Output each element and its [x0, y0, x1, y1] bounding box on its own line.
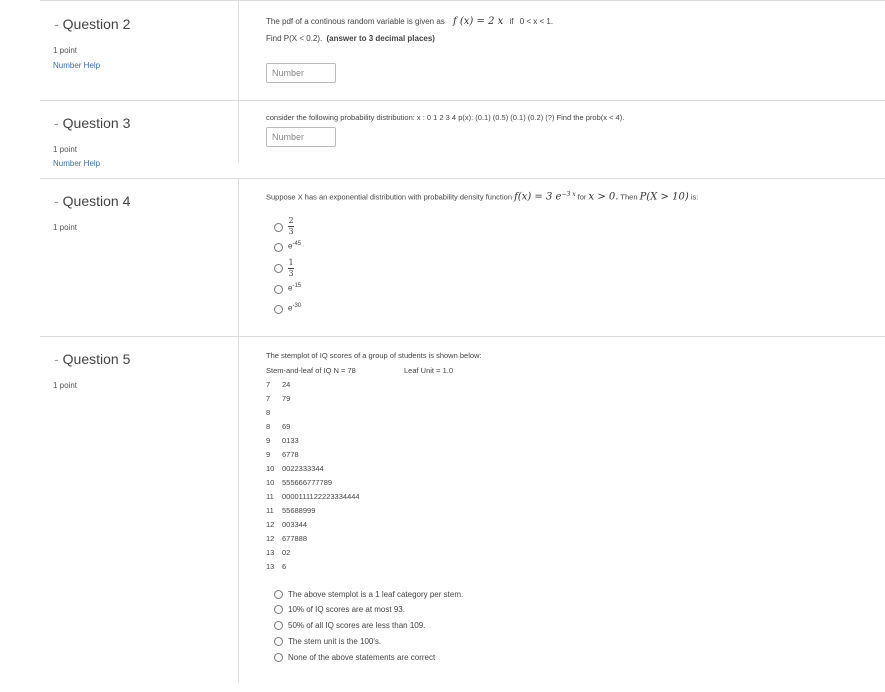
question-text: consider the following probability distribution: x : 0 1 2 3 4 p(x): (0.1) (0.5) (0.1) (0.2) (?) Find the prob(x < 4). — [266, 113, 625, 122]
option-radio[interactable] — [274, 243, 283, 252]
stemplot-row: 8 69 — [266, 422, 291, 431]
divider — [40, 336, 885, 337]
option-radio[interactable] — [274, 653, 283, 662]
question-title: - Question 5 — [54, 351, 131, 367]
option-radio[interactable] — [274, 605, 283, 614]
option-exponential: $e^{-15}$ — [288, 283, 302, 293]
stemplot-row: 8 — [266, 408, 271, 417]
option-label: None of the above statements are correct — [288, 653, 436, 662]
stemplot-row: 12 677888 — [266, 534, 308, 543]
option-exponential: $e^{-30}$ — [288, 303, 302, 313]
option-radio[interactable] — [274, 305, 283, 314]
question-text: Suppose X has an exponential distribution with probability density function f(x) = 3 $e^{-3 x}$ for x > 0. Then P(X > 10) is: — [266, 191, 699, 203]
answer-input[interactable] — [266, 127, 336, 147]
option-label: 50% of all IQ scores are less than 109. — [288, 621, 426, 630]
question-subtext: Find P(X < 0.2). (answer to 3 decimal places) — [266, 34, 435, 43]
column-divider — [238, 0, 239, 100]
stemplot-row: 9 6778 — [266, 450, 299, 459]
option-label: 10% of IQ scores are at most 93. — [288, 605, 405, 614]
stemplot-row: 11 0000111122223334444 — [266, 492, 360, 501]
stemplot-row: 12 003344 — [266, 520, 308, 529]
question-points: 1 point — [53, 145, 78, 154]
number-help-link[interactable]: Number Help — [53, 159, 101, 168]
stemplot-row: 9 0133 — [266, 436, 299, 445]
column-divider — [238, 336, 239, 682]
option-radio[interactable] — [274, 637, 283, 646]
question-points: 1 point — [53, 46, 78, 55]
question-title: - Question 2 — [54, 16, 131, 32]
option-radio[interactable] — [274, 590, 283, 599]
stemplot-row: 13 02 — [266, 548, 291, 557]
stemplot-row: 13 6 — [266, 562, 287, 571]
divider — [40, 178, 885, 179]
option-fraction: $\frac{2}{3}$ — [288, 216, 294, 236]
question-points: 1 point — [53, 223, 78, 232]
option-label: The above stemplot is a 1 leaf category per stem. — [288, 590, 464, 599]
question-title: - Question 3 — [54, 115, 131, 131]
question-text: The pdf of a continous random variable is given as f (x) = 2 x if 0 < x < 1. — [266, 16, 554, 27]
divider — [40, 0, 885, 1]
answer-input[interactable] — [266, 63, 336, 83]
number-help-link[interactable]: Number Help — [53, 61, 101, 70]
stemplot-row: 10 0022333344 — [266, 464, 324, 473]
option-label: The stem unit is the 100's. — [288, 637, 382, 646]
option-radio[interactable] — [274, 285, 283, 294]
stemplot-header: Stem-and-leaf of IQ N = 78 Leaf Unit = 1.0 — [266, 366, 453, 375]
stemplot-row: 7 79 — [266, 394, 291, 403]
stemplot-row: 10 555666777789 — [266, 478, 333, 487]
column-divider — [238, 178, 239, 336]
option-exponential: $e^{-45}$ — [288, 241, 302, 251]
column-divider — [238, 100, 239, 162]
option-radio[interactable] — [274, 223, 283, 232]
stemplot-row: 7 24 — [266, 380, 291, 389]
question-text: The stemplot of IQ scores of a group of students is shown below: — [266, 351, 482, 360]
option-radio[interactable] — [274, 264, 283, 273]
option-fraction: $\frac{1}{3}$ — [288, 258, 294, 278]
stemplot-row: 11 55688999 — [266, 506, 316, 515]
question-points: 1 point — [53, 381, 78, 390]
question-title: - Question 4 — [54, 193, 131, 209]
divider — [40, 100, 885, 101]
option-radio[interactable] — [274, 621, 283, 630]
